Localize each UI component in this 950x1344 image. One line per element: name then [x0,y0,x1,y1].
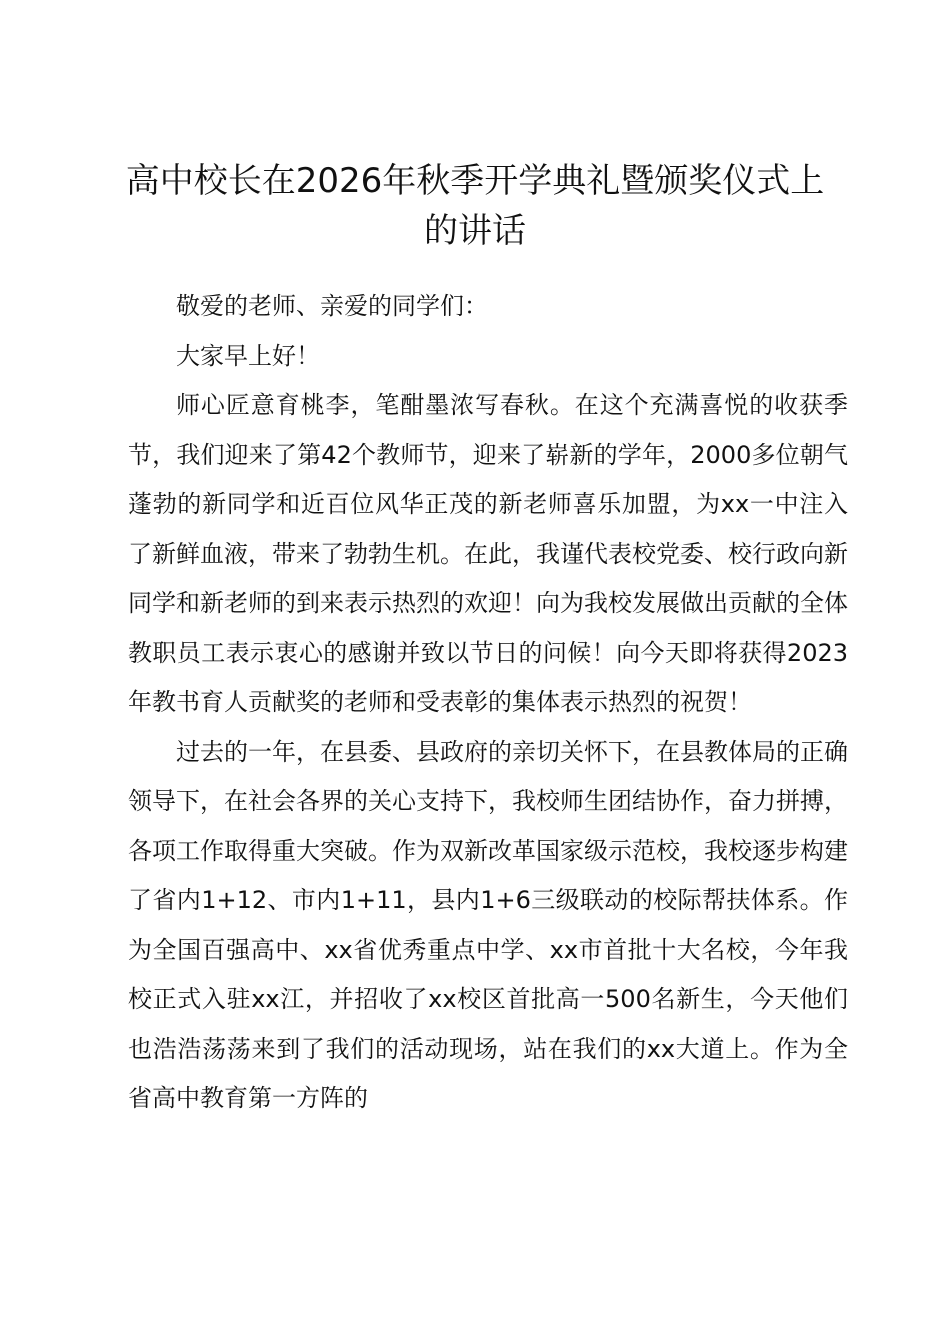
document-title: 高中校长在2026年秋季开学典礼暨颁奖仪式上的讲话 [125,161,825,251]
salutation-paragraph: 敬爱的老师、亲爱的同学们： [176,292,488,320]
greeting-paragraph: 大家早上好！ [176,341,320,370]
body-paragraph: 过去的一年，在县委、县政府的亲切关怀下，在县教体局的正确领导下，在社会各界的关心支持下，我校师生团结协作，奋力拼搏，各项工作取得重大突破。作为双新改革国家级示范校，我校逐步构建了省内1+12、市内1+11，县内1+6三级联动的校际帮扶体系。作为全国百强高中、xx省优秀重点中学、xx市首批十大名校，今年我校正式入驻xx江，并招收了xx校区首批高一500名新生，今天他们也浩浩荡荡来到了我们的活动现场，站在我们的xx大道上。作为全省高中教育第一方阵的 [128,737,848,1112]
body-paragraph: 师心匠意育桃李，笔酣墨浓写春秋。在这个充满喜悦的收获季节，我们迎来了第42个教师节，迎来了崭新的学年，2000多位朝气蓬勃的新同学和近百位风华正茂的新老师喜乐加盟，为xx一中注入了新鲜血液，带来了勃勃生机。在此，我谨代表校党委、校行政向新同学和新老师的到来表示热烈的欢迎！向为我校发展做出贡献的全体教职员工表示衷心的感谢并致以节日的问候！向今天即将获得2023年教书育人贡献奖的老师和受表彰的集体表示热烈的祝贺！ [128,391,848,716]
document-body [128,282,848,1124]
